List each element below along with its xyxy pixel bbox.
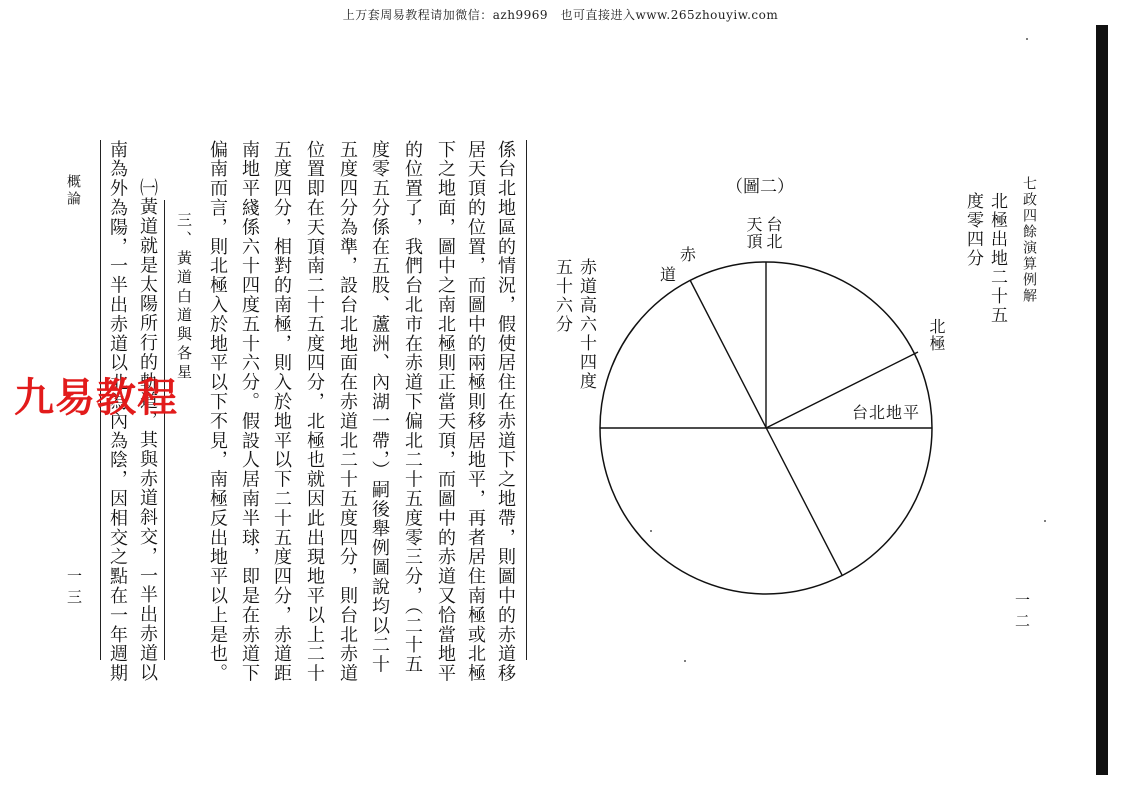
running-title-right: 七政四餘演算例解: [1021, 176, 1037, 304]
text-column-9: 南地平綫係六十四度五十六分。假設人居南半球，即是在赤道下: [239, 140, 260, 684]
text-column-2: 居天頂的位置，而圖中的兩極則移居地平，再者居住南極或北極: [465, 140, 486, 684]
watermark-logo: 九易教程: [14, 375, 178, 421]
equator-label-2: 道: [660, 265, 677, 284]
page-number-left: 一三: [65, 568, 83, 610]
scan-speck: [1026, 38, 1028, 40]
header-note: 上万套周易教程请加微信：azh9969 也可直接进入www.265zhouyiw.com: [342, 8, 779, 22]
diagram-title: （圖二）: [726, 177, 794, 197]
text-column-10: 偏南而言，則北極入於地平以下不見，南極反出地平以上是也。: [207, 140, 228, 684]
pole-annotation-line-1: 北極出地二十五: [987, 192, 1007, 325]
page-number-right: 一二: [1013, 592, 1031, 634]
zenith-label-2: 天頂: [744, 216, 763, 250]
horizon-label: 台北地平: [852, 403, 921, 422]
pole-annotation-line-2: 度零四分: [963, 192, 983, 268]
book-spine-edge: [1096, 25, 1108, 775]
scan-speck: [684, 660, 686, 662]
zenith-label-1: 台北: [764, 216, 783, 250]
scan-speck: [650, 530, 652, 532]
text-column-7: 位置即在天頂南二十五度四分，北極也就因此出現地平以上二十: [304, 140, 325, 684]
text-column-8: 五度四分，相對的南極，則入於地平以下二十五度四分，赤道距: [271, 140, 292, 684]
section-paragraph-line-2: 南為外為陽，一半出赤道以北為內為陰，因相交之點在一年週期: [107, 140, 128, 684]
equator-annotation-line-1: 赤道高六十四度: [576, 258, 596, 391]
north-pole-label: 北極: [927, 318, 946, 352]
section-paragraph-line-1: ㈠黃道就是太陽所行的軌道，其與赤道斜交，一半出赤道以: [137, 178, 158, 683]
text-column-3: 下之地面，圖中之南北極則正當天頂，而圖中的赤道又恰當地平: [435, 140, 456, 684]
equator-label-1: 赤: [680, 245, 697, 264]
text-column-1: 係台北地區的情況，假使居住在赤道下之地帶，則圖中的赤道移: [495, 140, 516, 684]
text-column-5: 度零五分係在五股、蘆洲、內湖一帶，）嗣後舉例圖說均以二十: [369, 140, 390, 675]
text-column-6: 五度四分為準，設台北地面在赤道北二十五度四分，則台北赤道: [337, 140, 358, 684]
section-heading: 三、黃道白道與各星: [175, 212, 193, 383]
running-title-left: 概論: [65, 174, 81, 208]
scan-speck: [1044, 520, 1046, 522]
text-column-4: 的位置了，我們台北市在赤道下偏北二十五度零三分，（二十五: [402, 140, 423, 675]
equator-annotation-line-2: 五十六分: [552, 258, 572, 334]
